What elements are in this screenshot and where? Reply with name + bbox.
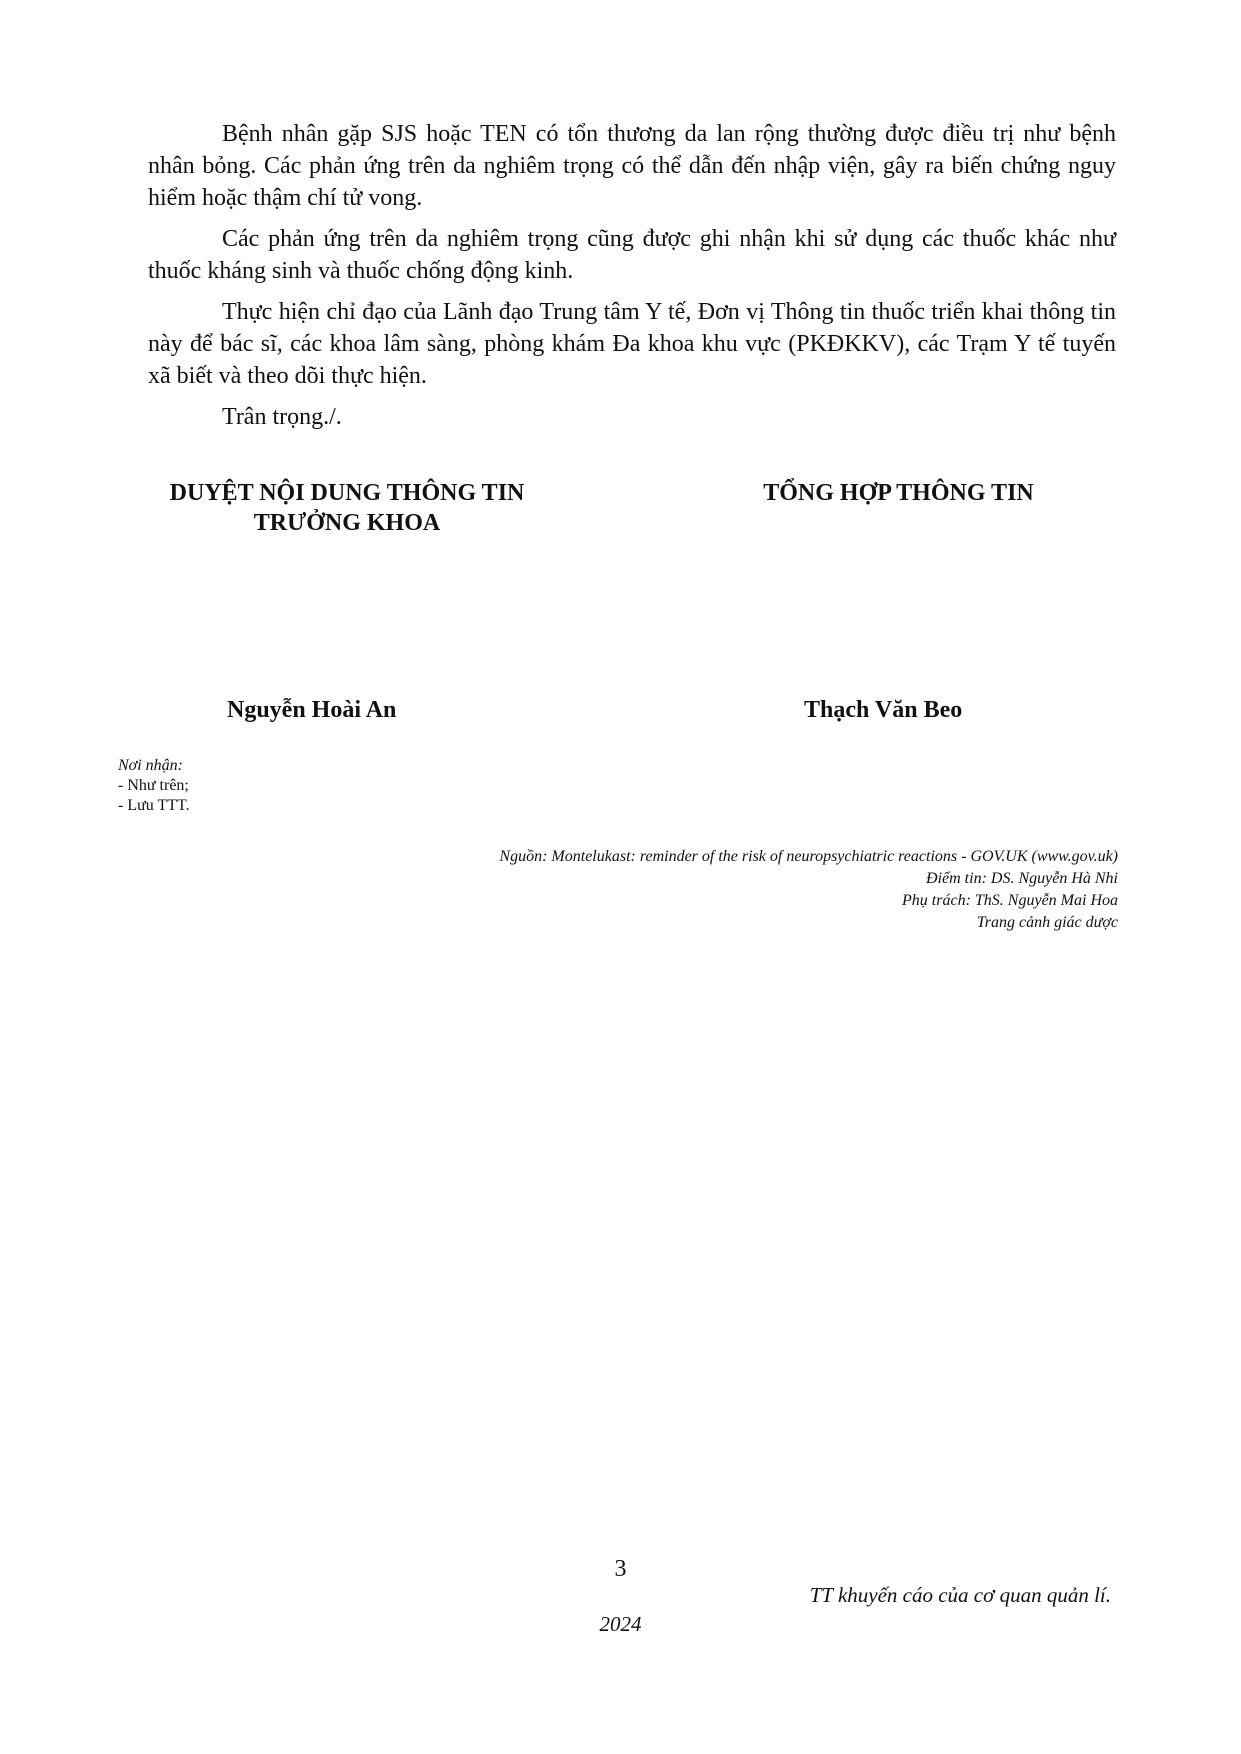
right-signer-name: Thạch Văn Beo [804,697,963,723]
compiler-line: Điểm tin: DS. Nguyễn Hà Nhi [926,870,1118,887]
footer-year: 2024 [599,1612,642,1636]
source-credits [499,846,1118,934]
body-text [148,118,1116,433]
supervisor-line: Phụ trách: ThS. Nguyễn Mai Hoa [902,892,1118,909]
recipient-item: - Lưu TTT. [118,797,190,814]
paragraph-other-drugs: Các phản ứng trên da nghiêm trọng cũng được ghi nhận khi sử dụng các thuốc khác như thuốc kháng sinh và thuốc chống động kinh. [148,226,1116,284]
left-signer-name: Nguyễn Hoài An [227,697,397,723]
right-signature-title: TỔNG HỢP THÔNG TIN [763,480,1034,506]
page-number: 3 [614,1556,627,1582]
recipients-block [118,756,190,816]
footer-caption: TT khuyến cáo của cơ quan quản lí. [809,1583,1111,1607]
page-section-line: Trang cảnh giác dược [976,914,1118,931]
recipient-item: - Như trên; [118,777,189,794]
paragraph-implementation: Thực hiện chỉ đạo của Lãnh đạo Trung tâm Y tế, Đơn vị Thông tin thuốc triển khai thông tin này để bác sĩ, các khoa lâm sàng, phòng khám Đa khoa khu vực (PKĐKKV), các Trạm Y tế tuyến xã biết và theo dõi thực hiện. [148,299,1116,389]
source-line: Nguồn: Montelukast: reminder of the risk of neuropsychiatric reactions - GOV.UK (www.gov.uk) [499,848,1118,865]
left-signature-title [148,478,546,538]
recipients-label: Nơi nhận: [118,757,183,774]
paragraph-sjs-ten: Bệnh nhân gặp SJS hoặc TEN có tổn thương da lan rộng thường được điều trị như bệnh nhân bỏng. Các phản ứng trên da nghiêm trọng có thể dẫn đến nhập viện, gây ra biến chứng nguy hiểm hoặc thậm chí tử vong. [148,121,1116,211]
left-signature-title-line1: DUYỆT NỘI DUNG THÔNG TIN [169,480,525,506]
left-signature-title-line2: TRƯỞNG KHOA [253,510,441,536]
closing-greeting: Trân trọng./. [222,404,342,430]
